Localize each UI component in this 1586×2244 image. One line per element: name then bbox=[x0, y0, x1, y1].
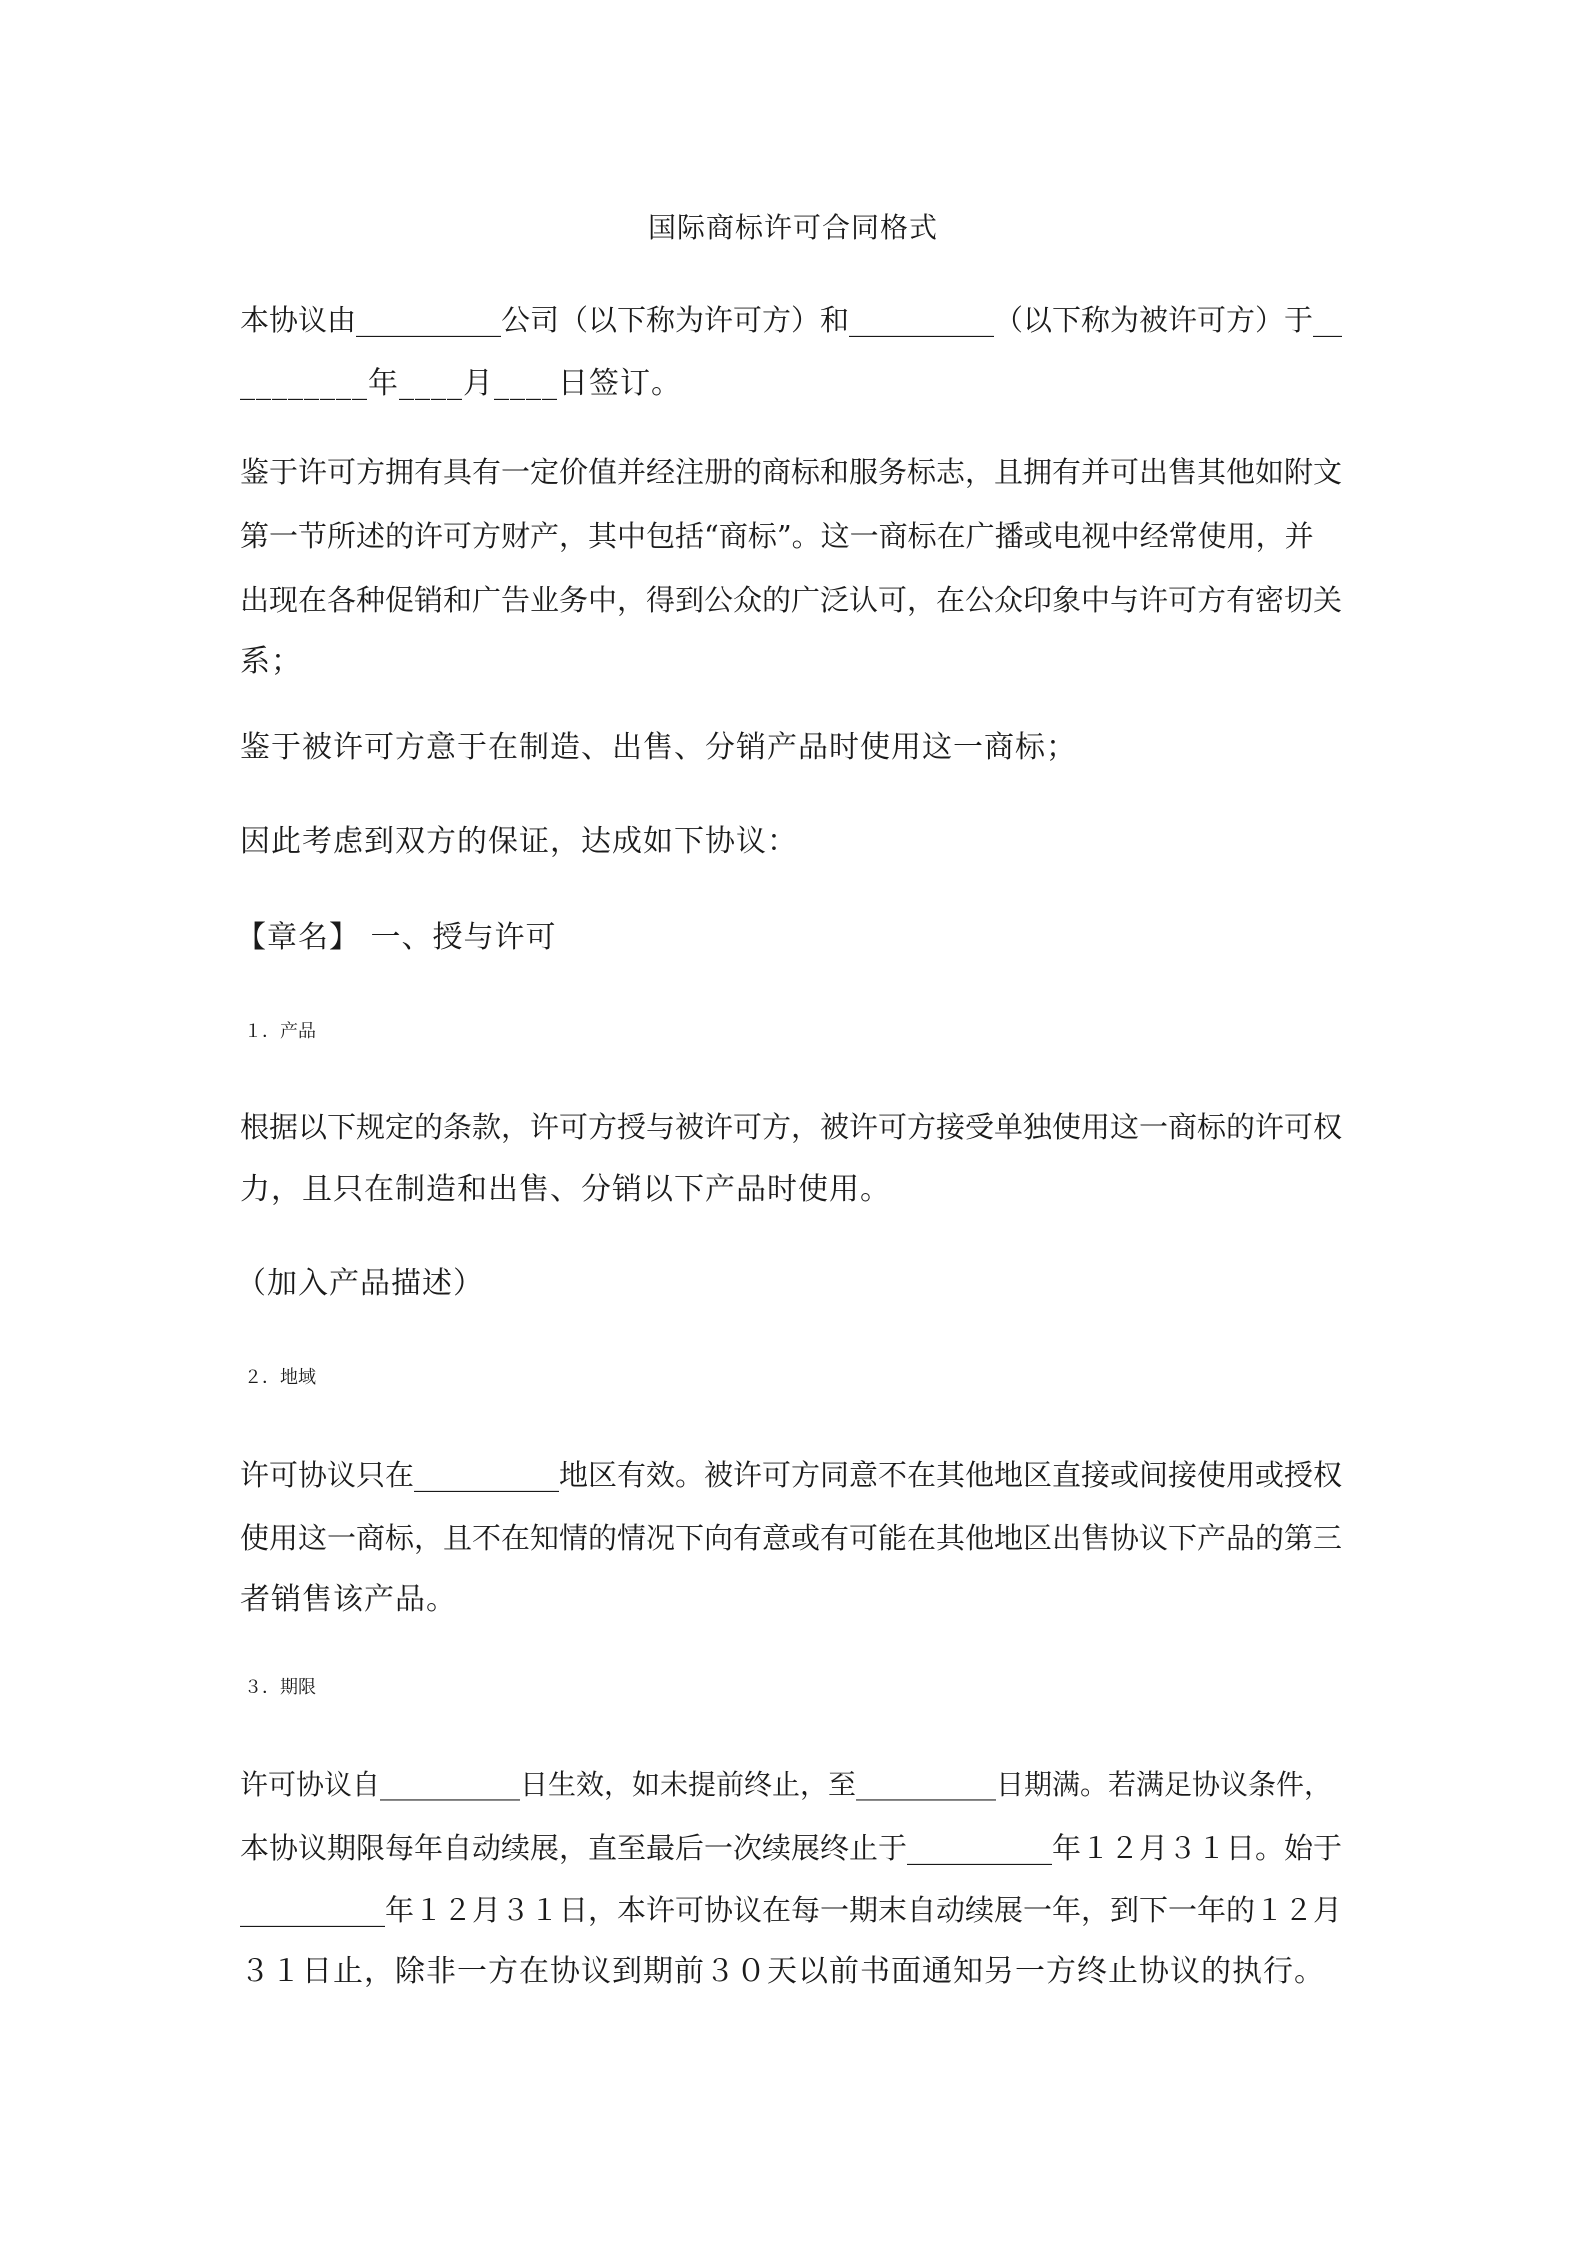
intro-line-2: ________年____月____日签订。 bbox=[240, 366, 682, 401]
section-2-heading: ２．地域 bbox=[244, 1367, 316, 1388]
section-2-line-2: 使用这一商标，且不在知情的情况下向有意或有可能在其他地区出售协议下产品的第三 bbox=[240, 1521, 1343, 1555]
whereas-1-line-3: 出现在各种促销和广告业务中，得到公众的广泛认可，在公众印象中与许可方有密切关 bbox=[240, 583, 1343, 617]
chapter-heading: 【章名】 一、授与许可 bbox=[236, 920, 557, 955]
section-1-line-2: 力，且只在制造和出售、分销以下产品时使用。 bbox=[240, 1172, 891, 1207]
intro-line-1: 本协议由__________公司（以下称为许可方）和__________（以下称为被许可方）于__ bbox=[240, 303, 1343, 337]
section-2-line-1: 许可协议只在__________地区有效。被许可方同意不在其他地区直接或间接使用或授权 bbox=[240, 1458, 1343, 1492]
whereas-1-line-1: 鉴于许可方拥有具有一定价值并经注册的商标和服务标志，且拥有并可出售其他如附文 bbox=[240, 455, 1343, 489]
section-3-line-3: __________年１２月３１日，本许可协议在每一期末自动续展一年，到下一年的１２月 bbox=[240, 1893, 1343, 1927]
section-1-note: （加入产品描述） bbox=[236, 1266, 484, 1301]
whereas-1-line-2: 第一节所述的许可方财产，其中包括“商标”。这一商标在广播或电视中经常使用，并 bbox=[240, 519, 1314, 553]
section-1-line-1: 根据以下规定的条款，许可方授与被许可方，被许可方接受单独使用这一商标的许可权 bbox=[240, 1110, 1343, 1144]
section-2-line-3: 者销售该产品。 bbox=[240, 1582, 457, 1617]
document-title: 国际商标许可合同格式 bbox=[647, 211, 938, 244]
therefore-clause: 因此考虑到双方的保证，达成如下协议： bbox=[240, 824, 798, 859]
section-3-line-4: ３１日止，除非一方在协议到期前３０天以前书面通知另一方终止协议的执行。 bbox=[240, 1954, 1325, 1989]
section-3-line-2: 本协议期限每年自动续展，直至最后一次续展终止于__________年１２月３１日。始于 bbox=[240, 1831, 1343, 1865]
section-3-line-1: 许可协议自__________日生效，如未提前终止，至__________日期满。若满足协议条件， bbox=[240, 1768, 1333, 1801]
section-3-heading: ３．期限 bbox=[244, 1677, 316, 1698]
whereas-2: 鉴于被许可方意于在制造、出售、分销产品时使用这一商标； bbox=[240, 730, 1077, 765]
whereas-1-line-4: 系； bbox=[240, 644, 302, 679]
section-1-heading: １．产品 bbox=[244, 1021, 316, 1042]
